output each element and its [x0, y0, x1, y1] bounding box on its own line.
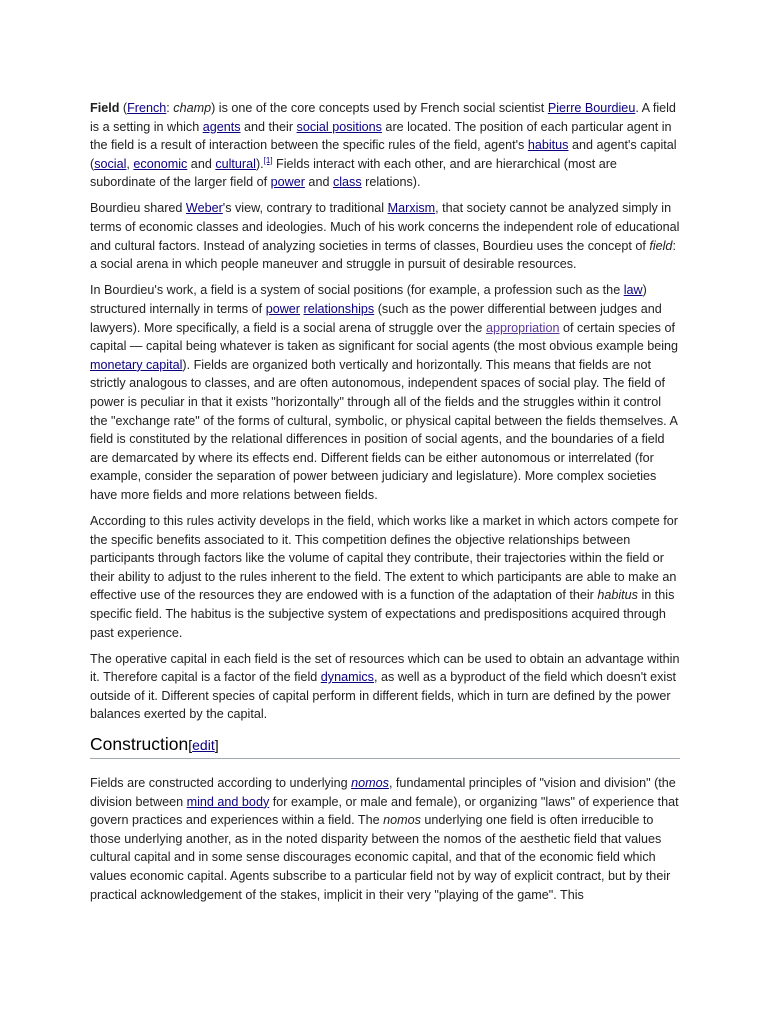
- link-social[interactable]: social: [94, 156, 127, 171]
- text: ) structured internally in terms of: [90, 283, 647, 316]
- text: for example, or male and female), or organizing "laws" of experience that govern practices and experiences within a field. The: [90, 794, 679, 828]
- text: Bourdieu shared: [90, 201, 186, 216]
- link-agents[interactable]: agents: [202, 119, 241, 134]
- paragraph-3: [90, 281, 680, 504]
- text: , that society cannot be analyzed simply in terms of economic classes and ideologies. Much of his work concerns the independent role of educational and cultural factors. Instead of analyzing societies in terms of classes, Bourdieu uses the concept of: [90, 201, 680, 253]
- link-weber[interactable]: Weber: [185, 201, 223, 216]
- link-dynamics[interactable]: dynamics: [320, 670, 374, 685]
- link-nomos[interactable]: [351, 776, 389, 790]
- edit-section-link[interactable]: edit: [192, 737, 215, 753]
- text: and their: [240, 119, 297, 134]
- reference-link[interactable]: [1]: [263, 155, 273, 165]
- text: ,: [126, 156, 134, 171]
- text: and agent's capital (: [90, 138, 677, 171]
- reference-1: [264, 156, 273, 165]
- link-monetary-capital[interactable]: monetary capital: [90, 357, 183, 372]
- paragraph-6: [90, 774, 680, 904]
- text: Fields interact with each other, and are hierarchical (most are subordinate of the larger field of: [90, 156, 617, 190]
- text: of certain species of capital — capital being whatever is taken as significant for social agents (the most obvious example being: [90, 320, 679, 354]
- text: ) is one of the core concepts used by French social scientist: [211, 101, 548, 115]
- text: The operative capital in each field is the set of resources which can be used to obtain an advantage within it. Therefore capital is a factor of the field: [90, 651, 680, 685]
- link-power[interactable]: power: [270, 175, 305, 190]
- link-mind-and-body[interactable]: mind and body: [186, 794, 270, 809]
- link-social-positions[interactable]: social positions: [296, 119, 382, 134]
- link-french[interactable]: French: [127, 101, 167, 115]
- text: and: [304, 175, 333, 190]
- article-body: [90, 99, 680, 912]
- link-appropriation[interactable]: appropriation: [485, 320, 560, 335]
- italic-field: field: [649, 238, 673, 253]
- italic-nomos: nomos: [383, 813, 421, 828]
- edit-section: [188, 737, 218, 753]
- term-field: Field: [90, 101, 120, 115]
- link-marxism[interactable]: Marxism: [387, 201, 436, 216]
- text: In Bourdieu's work, a field is a system of social positions (for example, a profession such as the: [90, 283, 624, 298]
- text: Fields are constructed according to underlying: [90, 776, 352, 790]
- paragraph-2: [90, 199, 680, 273]
- italic-champ: champ: [173, 101, 212, 115]
- text: , as well as a byproduct of the field which doesn't exist outside of it. Different species of capital perform in different fields, which in turn are defined by the power balances exerted by the capital.: [90, 670, 677, 722]
- link-relationships[interactable]: relationships: [303, 301, 375, 316]
- link-economic[interactable]: economic: [133, 156, 188, 171]
- text: : a social arena in which people maneuver and struggle in pursuit of desirable resources.: [90, 238, 676, 272]
- text: (: [119, 101, 128, 115]
- text: , fundamental principles of "vision and division" (the division between: [90, 776, 676, 809]
- text: (such as the power differential between judges and lawyers). More specifically, a field is a social arena of struggle over the: [90, 301, 662, 335]
- italic-habitus: habitus: [597, 588, 638, 603]
- text: ). Fields are organized both vertically and horizontally. This means that fields are not strictly analogous to classes, and are often autonomous, independent spaces of social play. The field of power is peculiar in that it exists "horizontally" through all of the fields and the struggles within it control the "exchange rate" of the forms of cultural, symbolic, or physical capital between the fields themselves. A field is constituted by the relational differences in position of social agents, and the boundaries of a field are demarcated by where its effects end. Different fields can be either autonomous or interrelated (for example, consider the separation of power between judiciary and legislature). More complex societies have more fields and more relations between fields.: [90, 357, 678, 502]
- bracket-close: ]: [214, 737, 219, 753]
- link-law[interactable]: law: [623, 283, 643, 298]
- section-heading-construction: [90, 733, 680, 759]
- link-pierre-bourdieu[interactable]: Pierre Bourdieu: [547, 101, 636, 115]
- bracket-open: [: [188, 737, 193, 753]
- link-power[interactable]: power: [265, 301, 300, 316]
- text: ).: [255, 156, 264, 171]
- text: are located. The position of each particular agent in the field is a result of interaction between the specific rules of the field, agent's: [90, 119, 672, 153]
- section-title: Construction: [90, 734, 189, 754]
- text: and: [187, 156, 216, 171]
- text: . A field is a setting in which: [90, 101, 676, 134]
- link-habitus[interactable]: habitus: [527, 138, 569, 153]
- paragraph-4: [90, 512, 680, 642]
- paragraph-5: [90, 650, 680, 724]
- link-class[interactable]: class: [332, 175, 362, 190]
- text: underlying one field is often irreducible to those underlying another, as in the noted disparity between the nomos of the aesthetic field that values cultural capital and in some sense discourages economic capital, and that of the economic field which values economic capital. Agents subscribe to a particular field not by way of explicit contract, but by their practical acknowledgement of the stakes, implicit in their very "playing of the game". This: [90, 813, 671, 902]
- text: According to this rules activity develops in the field, which works like a market in which actors compete for the specific benefits associated to it. This competition defines the objective relationships between participants through factors like the volume of capital they contribute, their trajectories within the field or their ability to adjust to the rules inherent to the field. The extent to which participants are able to make an effective use of the resources they are endowed with is a function of the adaptation of their: [90, 513, 678, 603]
- italic-nomos: nomos: [351, 776, 389, 790]
- paragraph-1: [90, 99, 680, 192]
- text: :: [166, 101, 174, 115]
- text: in this specific field. The habitus is the subjective system of expectations and predispositions acquired through past experience.: [90, 588, 675, 640]
- link-cultural[interactable]: cultural: [215, 156, 256, 171]
- text: 's view, contrary to traditional: [222, 201, 388, 216]
- text: relations).: [361, 175, 421, 190]
